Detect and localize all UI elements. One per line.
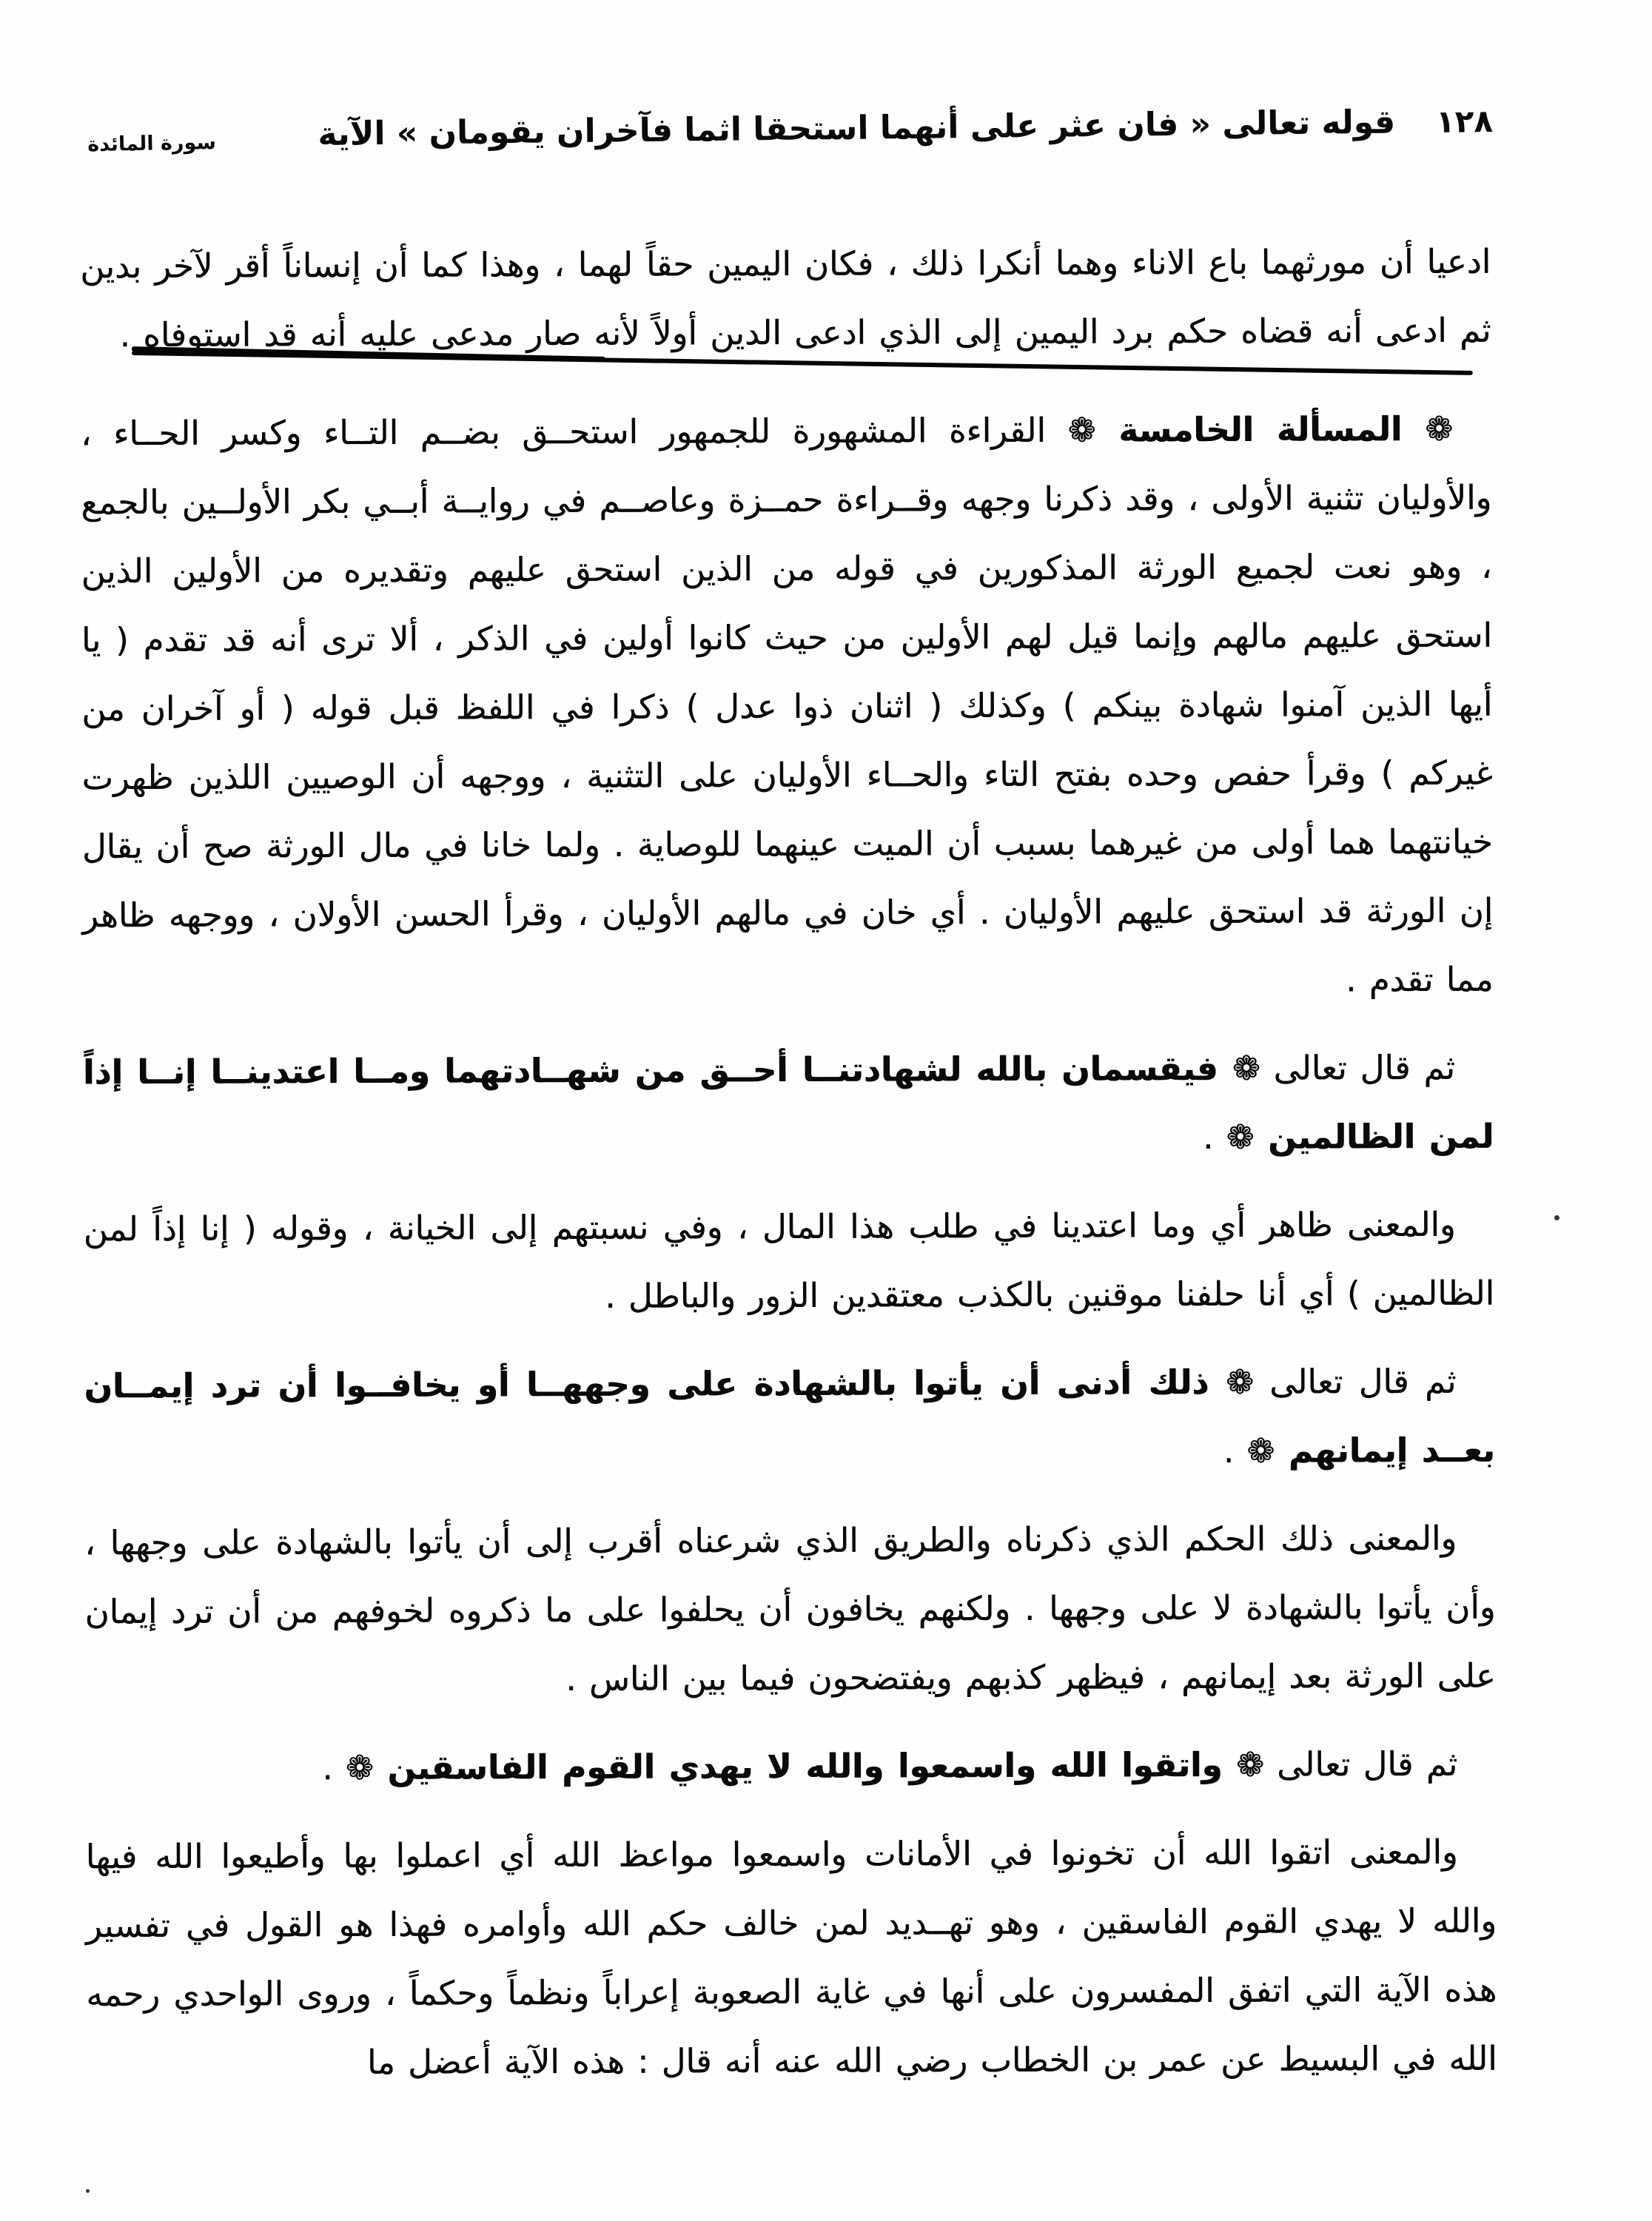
text-segment: والمعنى ذلك الحكم الذي ذكرناه والطريق الذي شرعناه أقرب إلى أن يأتوا بالشهادة على وجهها ، وأن يأتوا بالشهادة لا على وجهها . ولكنهم يخافون أن يحلفوا على ما ذكروه لخوفهم من أن ترد إيمان على الورثة بعد إيمانهم ، فيظهر كذبهم ويفتضحون فيما بين الناس .: [84, 1518, 1496, 1699]
section-heading: ❁ المسألة الخامسة ❁: [1067, 409, 1454, 450]
text-segment: والمعنى ظاهر أي وما اعتدينا في طلب هذا المال ، وفي نسبتهم إلى الخيانة ، وقوله ( إنا إذاً لمن الظالمين ) أي أنا حلفنا موقنين بالكذب معتقدين الزور والباطل .: [83, 1204, 1495, 1316]
text-segment: ثم قال تعالى: [1253, 1361, 1457, 1402]
quran-quote: ❁ ذلك أدنى أن يأتوا بالشهادة على وجههــا أو يخافــوا أن ترد إيمــان بعــد إيمانهم ❁: [84, 1362, 1495, 1471]
text-segment: ثم قال تعالى: [1263, 1744, 1458, 1784]
paragraph: [84, 1347, 1495, 1490]
text-segment: .: [1202, 1117, 1226, 1157]
text-segment: ثم قال تعالى: [1260, 1047, 1456, 1088]
running-header: [87, 102, 1493, 156]
header-verse-title: قوله تعالى « فان عثر على أنهما استحقا اثما فآخران يقومان » الآية: [318, 103, 1396, 154]
paragraph: [86, 1818, 1497, 2098]
scan-speck: [86, 2189, 90, 2193]
surah-name-label: سورة المائدة: [87, 130, 217, 157]
paragraph: [84, 1504, 1496, 1716]
text-segment: .: [322, 1748, 346, 1788]
quran-quote: ❁ فيقسمان بالله لشهادتنــا أحــق من شهــادتهما ومــا اعتدينــا إنــا إذاً لمن الظالمين ❁: [82, 1048, 1494, 1157]
paragraph: [83, 1033, 1494, 1176]
text-segment: .: [1223, 1431, 1247, 1471]
paragraph: [81, 394, 1494, 1019]
paragraph: [85, 1730, 1496, 1804]
body-text: [80, 227, 1497, 2117]
page-number: ١٢٨: [1435, 103, 1494, 140]
text-segment: القراءة المشهورة للجمهور استحــق بضــم التــاء وكسر الحــاء ، والأوليان تثنية الأولى ، وقد ذكرنا وجهه وقــراءة حمــزة وعاصــم في روايــة أبــي بكر الأولــين بالجمع ، وهو نعت لجميع الورثة المذكورين في قوله من الذين استحق عليهم وتقديره من الأولين الذين استحق عليهم مالهم وإنما قيل لهم الأولين من حيث كانوا أولين في الذكر ، ألا ترى أنه قد تقدم ( يا أيها الذين آمنوا شهادة بينكم ) وكذلك ( اثنان ذوا عدل ) ذكرا في اللفظ قبل قوله ( أو آخران من غيركم ) وقرأ حفص وحده بفتح التاء والحــاء الأوليان على التثنية ، ووجهه أن الوصيين اللذين ظهرت خيانتهما هما أولى من غيرهما بسبب أن الميت عينهما للوصاية . ولما خانا في مال الورثة صح أن يقال إن الورثة قد استحق عليهم الأوليان . أي خان في مالهم الأوليان ، وقرأ الحسن الأولان ، ووجهه ظاهر مما تقدم .: [80, 410, 1494, 1000]
paragraph: [80, 227, 1491, 370]
paragraph: [84, 1190, 1495, 1333]
text-segment: ادعيا أن مورثهما باع الاناء وهما أنكرا ذلك ، فكان اليمين حقاً لهما ، وهذا كما أن إنساناً أقر لآخر بدين ثم ادعى أنه قضاه حكم برد اليمين إلى الذي ادعى الدين أولاً لأنه صار مدعى عليه أنه قد استوفاه .: [80, 241, 1491, 355]
text-segment: والمعنى اتقوا الله أن تخونوا في الأمانات واسمعوا مواعظ الله أي اعملوا بها وأطيعوا الله فيها والله لا يهدي القوم الفاسقين ، وهو تهــديد لمن خالف حكم الله وأوامره فهذا هو القول في تفسير هذه الآية التي اتفق المفسرون على أنها في غاية الصعوبة إعراباً ونظماً وحكماً ، وروى الواحدي رحمه الله في البسيط عن عمر بن الخطاب رضي الله عنه أنه قال : هذه الآية أعضل ما: [85, 1832, 1497, 2082]
scan-speck: [1554, 1215, 1559, 1220]
quran-quote: ❁ واتقوا الله واسمعوا والله لا يهدي القوم الفاسقين ❁: [345, 1744, 1264, 1788]
